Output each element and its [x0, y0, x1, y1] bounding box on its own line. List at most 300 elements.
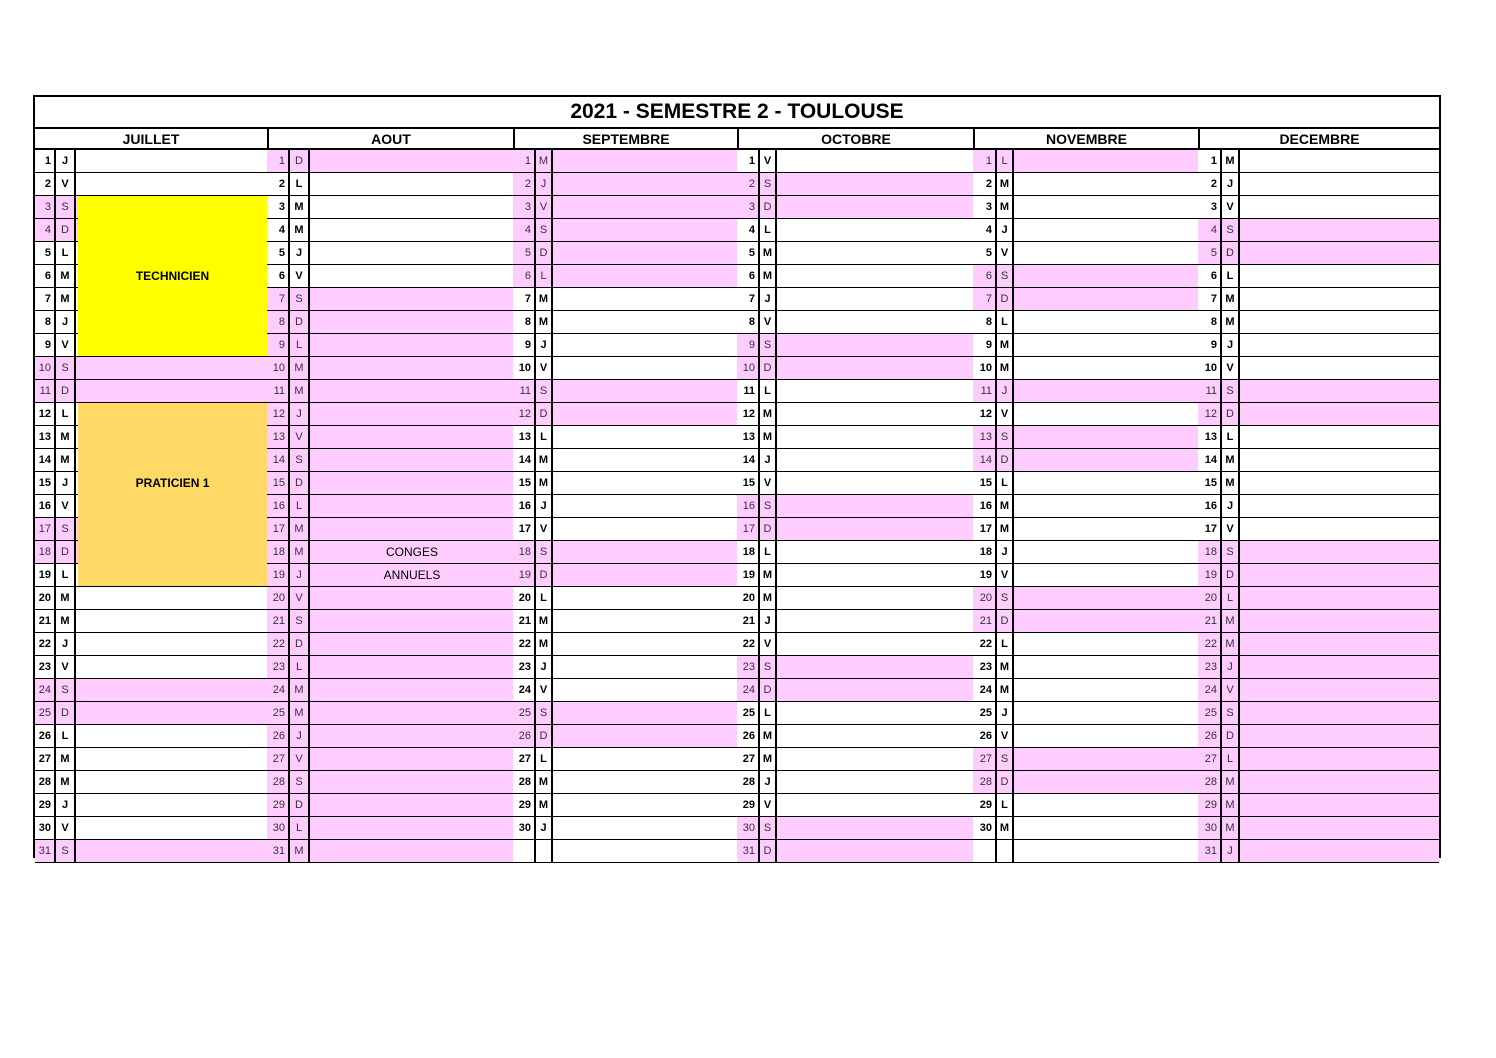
day-of-week: S — [1222, 702, 1240, 724]
day-number: 16 — [975, 495, 997, 517]
day-number: 16 — [515, 495, 536, 517]
day-of-week: M — [1222, 288, 1240, 310]
day-of-week: J — [56, 150, 76, 172]
day-of-week: J — [536, 334, 553, 356]
day-row — [513, 817, 737, 840]
day-row — [267, 265, 513, 288]
day-number: 25 — [515, 702, 536, 724]
day-number: 19 — [1200, 564, 1222, 586]
day-of-week: S — [536, 541, 553, 563]
day-of-week: J — [56, 472, 76, 494]
day-row — [513, 334, 737, 357]
day-number: 22 — [975, 633, 997, 655]
day-of-week: J — [56, 311, 76, 333]
day-of-week: M — [997, 518, 1014, 540]
day-number: 30 — [739, 817, 760, 839]
day-row — [737, 633, 973, 656]
day-of-week: M — [536, 610, 553, 632]
day-row — [1198, 403, 1439, 426]
day-row — [1198, 242, 1439, 265]
day-row — [267, 817, 513, 840]
day-number: 27 — [739, 748, 760, 770]
day-number: 4 — [269, 219, 290, 241]
day-row — [1198, 541, 1439, 564]
day-of-week: J — [1222, 334, 1240, 356]
day-number: 9 — [269, 334, 290, 356]
day-row — [513, 380, 737, 403]
day-of-week: M — [997, 357, 1014, 379]
day-row — [973, 242, 1198, 265]
day-number: 3 — [269, 196, 290, 218]
day-of-week: S — [290, 610, 310, 632]
day-row — [1198, 472, 1439, 495]
day-row — [35, 656, 267, 679]
day-row — [737, 449, 973, 472]
day-row — [737, 495, 973, 518]
month-header-aout: AOUT — [267, 129, 513, 150]
day-number: 25 — [975, 702, 997, 724]
day-row — [267, 610, 513, 633]
day-of-week: V — [1222, 518, 1240, 540]
day-number: 26 — [269, 725, 290, 747]
day-number: 25 — [35, 702, 56, 724]
day-number: 3 — [1200, 196, 1222, 218]
day-number: 10 — [739, 357, 760, 379]
day-row — [737, 610, 973, 633]
day-number: 8 — [975, 311, 997, 333]
day-row — [35, 633, 267, 656]
day-of-week: J — [536, 495, 553, 517]
day-of-week: M — [760, 564, 777, 586]
day-row — [737, 679, 973, 702]
day-number: 4 — [1200, 219, 1222, 241]
day-of-week: L — [290, 173, 310, 195]
day-row — [973, 472, 1198, 495]
day-number: 3 — [35, 196, 56, 218]
day-of-week: L — [536, 587, 553, 609]
day-of-week: D — [56, 219, 76, 241]
day-number: 31 — [739, 840, 760, 862]
day-number: 20 — [269, 587, 290, 609]
day-number: 20 — [975, 587, 997, 609]
day-number: 2 — [35, 173, 56, 195]
day-of-week: V — [997, 403, 1014, 425]
day-of-week: D — [997, 288, 1014, 310]
day-of-week: L — [760, 702, 777, 724]
day-of-week: M — [536, 150, 553, 172]
day-row — [513, 357, 737, 380]
day-of-week: M — [290, 357, 310, 379]
day-of-week: L — [536, 748, 553, 770]
day-number: 8 — [739, 311, 760, 333]
day-row — [267, 840, 513, 863]
day-of-week: S — [1222, 219, 1240, 241]
day-of-week: S — [56, 840, 76, 862]
day-number: 5 — [35, 242, 56, 264]
day-number: 6 — [35, 265, 56, 287]
day-row — [35, 610, 267, 633]
day-of-week: D — [1222, 403, 1240, 425]
day-row — [1198, 748, 1439, 771]
day-row — [35, 173, 267, 196]
day-row — [35, 702, 267, 725]
day-of-week: M — [536, 311, 553, 333]
day-row — [513, 150, 737, 173]
day-of-week: L — [997, 150, 1014, 172]
day-number: 11 — [975, 380, 997, 402]
day-of-week: S — [56, 196, 76, 218]
day-number: 7 — [515, 288, 536, 310]
day-number: 10 — [1200, 357, 1222, 379]
day-row — [737, 794, 973, 817]
day-row — [737, 518, 973, 541]
day-row — [35, 748, 267, 771]
day-number: 15 — [515, 472, 536, 494]
day-number: 15 — [1200, 472, 1222, 494]
day-number: 1 — [269, 150, 290, 172]
day-number: 16 — [35, 495, 56, 517]
day-number: 24 — [975, 679, 997, 701]
day-row — [737, 288, 973, 311]
day-row — [513, 219, 737, 242]
day-row — [1198, 610, 1439, 633]
day-number: 13 — [1200, 426, 1222, 448]
day-of-week: L — [997, 633, 1014, 655]
day-of-week: L — [997, 311, 1014, 333]
day-row — [973, 357, 1198, 380]
day-number: 26 — [35, 725, 56, 747]
day-row — [737, 173, 973, 196]
day-number: 25 — [1200, 702, 1222, 724]
day-of-week: V — [56, 656, 76, 678]
day-number: 12 — [739, 403, 760, 425]
day-row — [973, 380, 1198, 403]
day-number: 6 — [975, 265, 997, 287]
day-number: 7 — [269, 288, 290, 310]
day-of-week: S — [536, 702, 553, 724]
day-row — [267, 656, 513, 679]
day-number: 22 — [515, 633, 536, 655]
day-number: 6 — [269, 265, 290, 287]
day-of-week: M — [536, 633, 553, 655]
day-number: 18 — [975, 541, 997, 563]
day-row — [1198, 587, 1439, 610]
day-number: 23 — [975, 656, 997, 678]
day-row — [513, 725, 737, 748]
day-number: 20 — [1200, 587, 1222, 609]
month-header-novembre: NOVEMBRE — [973, 129, 1198, 150]
day-row — [1198, 426, 1439, 449]
day-of-week: J — [997, 380, 1014, 402]
day-of-week: D — [997, 610, 1014, 632]
day-of-week: S — [760, 656, 777, 678]
day-row — [1198, 840, 1439, 863]
day-number: 4 — [739, 219, 760, 241]
day-row — [35, 840, 267, 863]
day-of-week: L — [290, 334, 310, 356]
day-row — [1198, 449, 1439, 472]
day-number: 3 — [739, 196, 760, 218]
day-number: 19 — [35, 564, 56, 586]
day-number: 1 — [975, 150, 997, 172]
day-row — [973, 794, 1198, 817]
day-row — [737, 150, 973, 173]
day-row — [267, 771, 513, 794]
day-row — [513, 449, 737, 472]
day-number: 29 — [739, 794, 760, 816]
day-of-week: L — [56, 242, 76, 264]
day-of-week: S — [56, 357, 76, 379]
day-row — [267, 449, 513, 472]
day-row — [973, 288, 1198, 311]
day-number: 13 — [739, 426, 760, 448]
day-number: 15 — [975, 472, 997, 494]
page-title: 2021 - SEMESTRE 2 - TOULOUSE — [35, 97, 1439, 129]
day-number: 21 — [1200, 610, 1222, 632]
day-number: 6 — [739, 265, 760, 287]
day-row — [513, 426, 737, 449]
day-of-week: V — [760, 794, 777, 816]
day-of-week: S — [997, 748, 1014, 770]
day-of-week: S — [997, 426, 1014, 448]
day-of-week: S — [760, 334, 777, 356]
day-number: 20 — [739, 587, 760, 609]
day-row — [1198, 150, 1439, 173]
day-of-week: J — [1222, 495, 1240, 517]
day-of-week: J — [536, 817, 553, 839]
day-number: 30 — [269, 817, 290, 839]
day-number: 22 — [1200, 633, 1222, 655]
day-row — [267, 196, 513, 219]
day-of-week: L — [56, 725, 76, 747]
day-number: 11 — [515, 380, 536, 402]
day-number: 1 — [515, 150, 536, 172]
day-of-week: L — [760, 219, 777, 241]
day-of-week: J — [290, 242, 310, 264]
day-of-week: M — [56, 288, 76, 310]
day-number: 21 — [515, 610, 536, 632]
day-number: 19 — [739, 564, 760, 586]
day-row — [973, 564, 1198, 587]
day-row — [267, 242, 513, 265]
day-number: 15 — [269, 472, 290, 494]
day-number: 24 — [269, 679, 290, 701]
day-row — [35, 357, 267, 380]
day-row — [513, 656, 737, 679]
day-number: 21 — [739, 610, 760, 632]
day-row — [35, 794, 267, 817]
day-row — [513, 679, 737, 702]
day-row — [973, 702, 1198, 725]
day-of-week: V — [290, 587, 310, 609]
day-of-week: M — [1222, 610, 1240, 632]
day-of-week: D — [290, 150, 310, 172]
day-of-week: M — [1222, 472, 1240, 494]
day-of-week: V — [56, 173, 76, 195]
day-row — [513, 748, 737, 771]
day-row — [267, 794, 513, 817]
day-number: 28 — [35, 771, 56, 793]
day-row — [973, 771, 1198, 794]
day-number: 27 — [515, 748, 536, 770]
day-of-week: D — [290, 472, 310, 494]
day-row — [513, 541, 737, 564]
day-of-week: M — [760, 725, 777, 747]
day-number: 30 — [515, 817, 536, 839]
day-of-week: J — [290, 403, 310, 425]
day-of-week: M — [1222, 311, 1240, 333]
day-of-week: M — [997, 679, 1014, 701]
day-of-week: M — [290, 196, 310, 218]
day-of-week: M — [997, 817, 1014, 839]
day-number: 24 — [35, 679, 56, 701]
day-row — [737, 748, 973, 771]
day-row — [267, 633, 513, 656]
day-number: 18 — [739, 541, 760, 563]
day-number: 25 — [269, 702, 290, 724]
day-row — [737, 564, 973, 587]
day-of-week: L — [760, 541, 777, 563]
day-of-week: M — [290, 518, 310, 540]
day-row — [973, 219, 1198, 242]
day-number: 8 — [269, 311, 290, 333]
day-number: 17 — [269, 518, 290, 540]
day-of-week: M — [760, 265, 777, 287]
day-row — [737, 725, 973, 748]
day-of-week: L — [290, 656, 310, 678]
day-of-week: D — [290, 633, 310, 655]
day-of-week — [997, 840, 1014, 862]
day-number: 22 — [269, 633, 290, 655]
day-row — [513, 403, 737, 426]
day-of-week: V — [760, 150, 777, 172]
day-number: 4 — [515, 219, 536, 241]
day-of-week: V — [997, 725, 1014, 747]
annuels-label: ANNUELS — [383, 568, 441, 582]
day-of-week: S — [56, 679, 76, 701]
day-row — [1198, 173, 1439, 196]
day-number: 29 — [975, 794, 997, 816]
day-row — [973, 495, 1198, 518]
day-number: 29 — [1200, 794, 1222, 816]
day-row — [513, 564, 737, 587]
day-number — [975, 840, 997, 862]
day-of-week: D — [1222, 564, 1240, 586]
day-row — [267, 173, 513, 196]
day-number: 26 — [975, 725, 997, 747]
day-row — [973, 541, 1198, 564]
day-of-week: M — [290, 840, 310, 862]
day-of-week: V — [536, 518, 553, 540]
day-of-week: V — [56, 817, 76, 839]
day-of-week: J — [536, 656, 553, 678]
day-of-week: V — [290, 748, 310, 770]
day-of-week: S — [760, 817, 777, 839]
day-row — [737, 219, 973, 242]
day-number: 1 — [1200, 150, 1222, 172]
day-of-week: L — [997, 794, 1014, 816]
day-row — [267, 587, 513, 610]
day-row — [737, 656, 973, 679]
day-of-week: M — [997, 656, 1014, 678]
day-of-week: J — [997, 541, 1014, 563]
day-of-week: D — [760, 679, 777, 701]
day-of-week: M — [56, 587, 76, 609]
day-row — [35, 380, 267, 403]
day-number: 16 — [739, 495, 760, 517]
day-row — [267, 288, 513, 311]
day-of-week: L — [1222, 426, 1240, 448]
day-of-week: D — [56, 702, 76, 724]
day-number: 28 — [515, 771, 536, 793]
day-row — [513, 794, 737, 817]
day-row — [973, 840, 1198, 863]
day-row — [513, 196, 737, 219]
day-number: 21 — [35, 610, 56, 632]
day-row — [513, 265, 737, 288]
day-of-week: M — [1222, 633, 1240, 655]
day-of-week: V — [1222, 196, 1240, 218]
day-of-week: S — [997, 265, 1014, 287]
day-row — [737, 771, 973, 794]
day-of-week: M — [760, 242, 777, 264]
day-number: 12 — [1200, 403, 1222, 425]
day-of-week: D — [997, 449, 1014, 471]
day-of-week: M — [536, 288, 553, 310]
day-number: 15 — [35, 472, 56, 494]
day-number: 7 — [739, 288, 760, 310]
day-of-week: D — [290, 311, 310, 333]
day-number: 16 — [269, 495, 290, 517]
day-number: 24 — [1200, 679, 1222, 701]
day-of-week: M — [290, 541, 310, 563]
day-row — [973, 817, 1198, 840]
day-number: 14 — [739, 449, 760, 471]
day-of-week: M — [536, 771, 553, 793]
day-of-week: L — [536, 265, 553, 287]
day-of-week: V — [997, 564, 1014, 586]
day-of-week: M — [997, 173, 1014, 195]
day-of-week: J — [760, 288, 777, 310]
day-row — [1198, 771, 1439, 794]
day-row — [737, 541, 973, 564]
day-row — [973, 610, 1198, 633]
day-number: 9 — [975, 334, 997, 356]
day-row — [1198, 656, 1439, 679]
day-number: 17 — [1200, 518, 1222, 540]
day-of-week: J — [56, 794, 76, 816]
day-number: 20 — [515, 587, 536, 609]
day-of-week: L — [56, 403, 76, 425]
day-of-week: S — [536, 219, 553, 241]
day-row — [1198, 725, 1439, 748]
day-row — [737, 426, 973, 449]
day-row — [737, 817, 973, 840]
day-of-week: L — [56, 564, 76, 586]
day-of-week: M — [997, 334, 1014, 356]
day-number: 17 — [975, 518, 997, 540]
day-row — [267, 334, 513, 357]
day-number: 12 — [975, 403, 997, 425]
day-row — [267, 472, 513, 495]
day-number: 11 — [269, 380, 290, 402]
day-number: 7 — [35, 288, 56, 310]
day-row — [267, 380, 513, 403]
conges-label: CONGES — [385, 545, 438, 559]
praticien-band-label: PRATICIEN 1 — [135, 476, 210, 490]
calendar-sheet — [33, 95, 1441, 858]
day-number: 12 — [269, 403, 290, 425]
